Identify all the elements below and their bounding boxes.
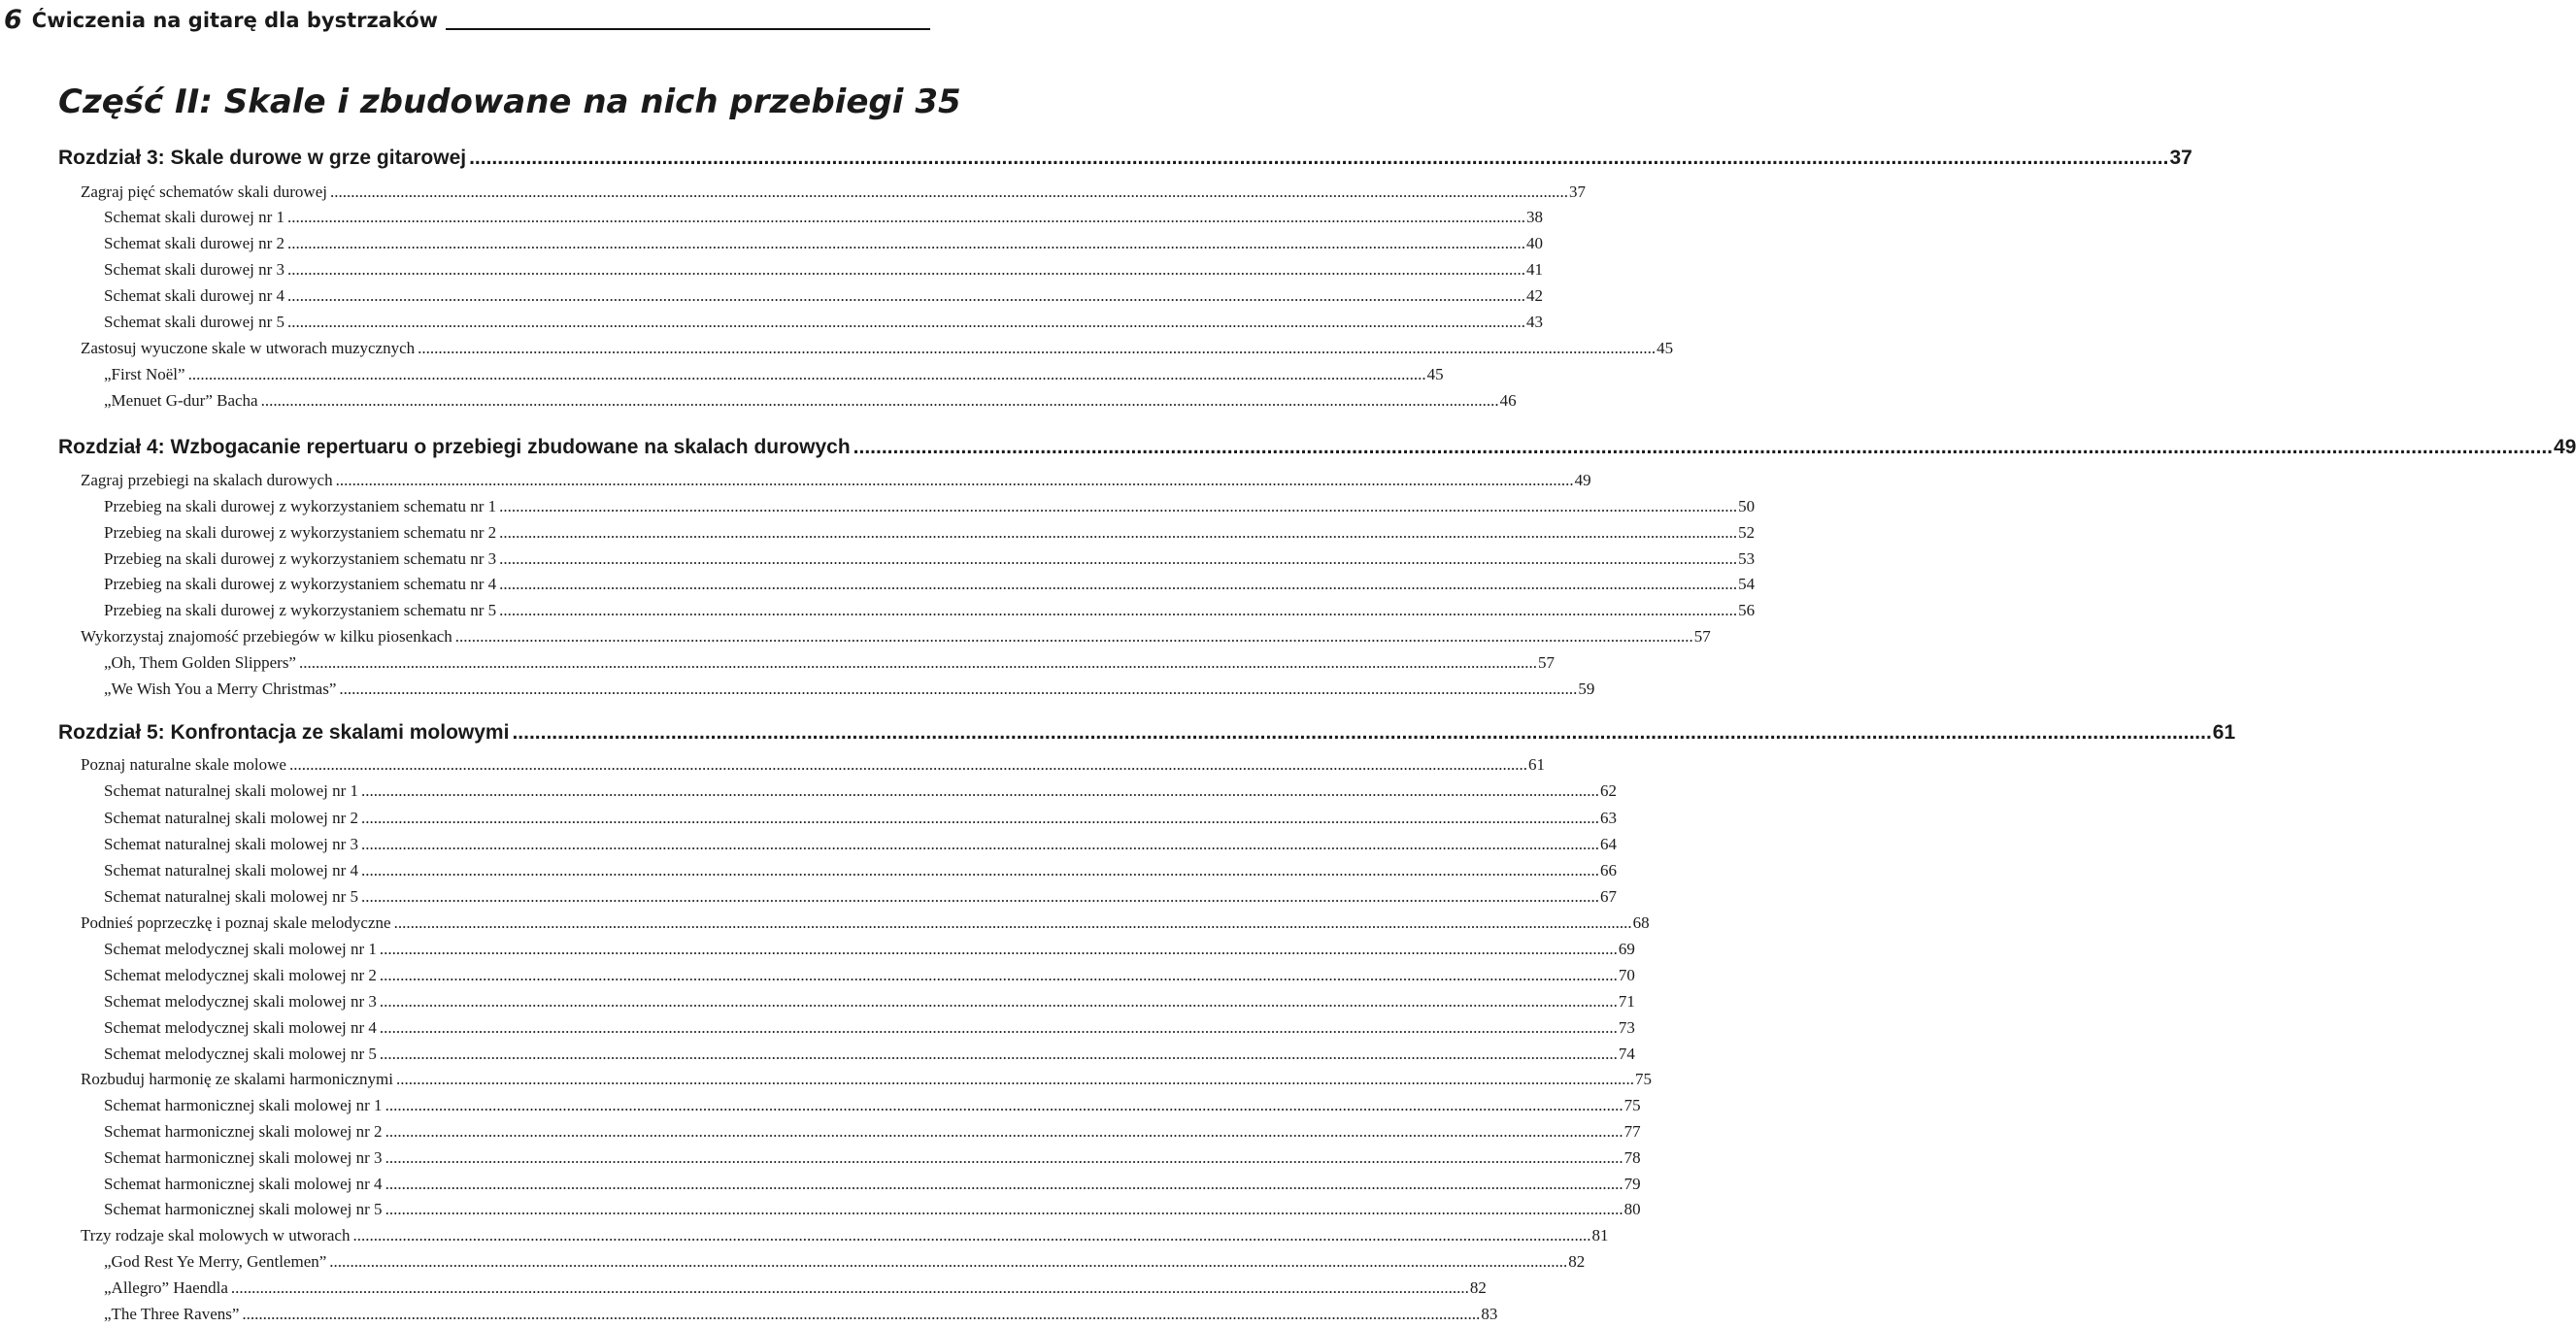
dot-leader: ............................................................................................................................................................................................................................................................................................................ [287, 260, 1526, 279]
dot-leader: ............................................................................................................................................................................................................................................................................................................ [379, 1018, 1618, 1037]
entry-page: 81 [1591, 1226, 1609, 1244]
entry-title: Wykorzystaj znajomość przebiegów w kilku piosenkach [81, 627, 452, 646]
dot-leader: ............................................................................................................................................................................................................................................................................................................ [287, 286, 1526, 305]
dot-leader: ............................................................................................................................................................................................................................................................................................................ [499, 523, 1738, 542]
entry-title: Schemat melodycznej skali molowej nr 5 [104, 1045, 377, 1063]
entry-page: 73 [1618, 1018, 1635, 1037]
entry-page: 46 [1499, 391, 1517, 410]
entry-title: Schemat naturalnej skali molowej nr 2 [104, 809, 359, 827]
toc-entry-section [81, 468, 1591, 493]
entry-page: 64 [1600, 835, 1618, 853]
entry-page: 42 [1526, 286, 1544, 305]
entry-title: Trzy rodzaje skal molowych w utworach [81, 1226, 351, 1244]
toc-entry-section [81, 1067, 1652, 1092]
toc-entry-sub [104, 547, 1756, 572]
toc-entry-sub [104, 1119, 1641, 1145]
entry-title: „Allegro” Haendla [104, 1278, 228, 1297]
entry-page: 74 [1618, 1045, 1635, 1063]
entry-title: Rozdział 5: Konfrontacja ze skalami molowymi [58, 721, 510, 744]
entry-title: Schemat naturalnej skali molowej nr 3 [104, 835, 359, 853]
toc-entry-sub [104, 283, 1544, 309]
toc-entry-section [81, 180, 1586, 205]
entry-title: Schemat harmonicznej skali molowej nr 4 [104, 1175, 383, 1193]
entry-page: 79 [1623, 1175, 1641, 1193]
entry-page: 77 [1623, 1122, 1641, 1141]
toc-entry-sub [104, 257, 1544, 282]
dot-leader: ............................................................................................................................................................................................................................................................................................................ [469, 147, 2169, 169]
entry-page: 67 [1600, 887, 1618, 906]
toc-entry-sub [104, 963, 1635, 988]
toc-entry-sub [104, 832, 1618, 857]
header-rule [446, 28, 930, 30]
dot-leader: ............................................................................................................................................................................................................................................................................................................ [393, 913, 1632, 932]
dot-leader: ............................................................................................................................................................................................................................................................................................................ [499, 549, 1738, 568]
entry-title: Przebieg na skali durowej z wykorzystaniem schematu nr 2 [104, 523, 497, 542]
toc-entry-sub [104, 494, 1756, 519]
dot-leader: ............................................................................................................................................................................................................................................................................................................ [385, 1175, 1623, 1193]
entry-page: 37 [1568, 182, 1586, 201]
entry-title: Schemat harmonicznej skali molowej nr 2 [104, 1122, 383, 1141]
dot-leader: ............................................................................................................................................................................................................................................................................................................ [499, 497, 1738, 515]
entry-page: 49 [2554, 436, 2576, 458]
dot-leader: ............................................................................................................................................................................................................................................................................................................ [395, 1070, 1634, 1088]
toc-entry-sub [104, 884, 1618, 910]
entry-title: Przebieg na skali durowej z wykorzystaniem schematu nr 1 [104, 497, 497, 515]
entry-page: 53 [1738, 549, 1756, 568]
entry-page: 43 [1526, 313, 1544, 331]
entry-title: Schemat harmonicznej skali molowej nr 3 [104, 1148, 383, 1167]
dot-leader: ............................................................................................................................................................................................................................................................................................................ [287, 208, 1526, 226]
dot-leader: ............................................................................................................................................................................................................................................................................................................ [454, 627, 1693, 646]
entry-title: „First Noël” [104, 365, 185, 383]
page-number: 6 [4, 5, 22, 35]
toc-entry-sub [104, 520, 1756, 546]
entry-page: 52 [1738, 523, 1756, 542]
toc-entry-sub [104, 858, 1618, 883]
entry-page: 38 [1526, 208, 1544, 226]
entry-page: 40 [1526, 234, 1544, 252]
entry-title: „God Rest Ye Merry, Gentlemen” [104, 1252, 327, 1271]
entry-title: „We Wish You a Merry Christmas” [104, 680, 337, 698]
toc-entry-sub [104, 1197, 1641, 1222]
toc-entry-sub [104, 1145, 1641, 1171]
entry-page: 68 [1632, 913, 1650, 932]
entry-title: Schemat harmonicznej skali molowej nr 5 [104, 1200, 383, 1218]
entry-page: 54 [1738, 575, 1756, 593]
toc-entry-sub [104, 1093, 1641, 1118]
toc-entry-sub [104, 231, 1544, 256]
entry-page: 82 [1469, 1278, 1487, 1297]
toc-entry-sub [104, 1276, 1487, 1301]
dot-leader: ............................................................................................................................................................................................................................................................................................................ [242, 1305, 1481, 1323]
entry-title: Schemat naturalnej skali molowej nr 5 [104, 887, 359, 906]
dot-leader: ............................................................................................................................................................................................................................................................................................................ [385, 1200, 1623, 1218]
toc-entry-sub [104, 677, 1595, 702]
entry-page: 56 [1738, 601, 1756, 619]
entry-title: Podnieś poprzeczkę i poznaj skale melodyczne [81, 913, 391, 932]
entry-title: Przebieg na skali durowej z wykorzystaniem schematu nr 3 [104, 549, 497, 568]
entry-title: Rozbuduj harmonię ze skalami harmonicznymi [81, 1070, 393, 1088]
entry-title: Schemat skali durowej nr 4 [104, 286, 285, 305]
entry-title: Schemat melodycznej skali molowej nr 2 [104, 966, 377, 984]
toc-entry-section [81, 1223, 1609, 1248]
dot-leader: ............................................................................................................................................................................................................................................................................................................ [361, 861, 1600, 879]
entry-title: Przebieg na skali durowej z wykorzystaniem schematu nr 5 [104, 601, 497, 619]
entry-page: 45 [1656, 339, 1674, 357]
dot-leader: ............................................................................................................................................................................................................................................................................................................ [385, 1096, 1623, 1114]
entry-title: Schemat skali durowej nr 2 [104, 234, 285, 252]
entry-page: 57 [1693, 627, 1711, 646]
entry-page: 49 [1574, 471, 1591, 489]
dot-leader: ............................................................................................................................................................................................................................................................................................................ [361, 887, 1600, 906]
dot-leader: ............................................................................................................................................................................................................................................................................................................ [379, 966, 1618, 984]
toc-entry-sub [104, 388, 1517, 414]
dot-leader: ............................................................................................................................................................................................................................................................................................................ [499, 601, 1738, 619]
dot-leader: ............................................................................................................................................................................................................................................................................................................ [379, 940, 1618, 958]
dot-leader: ............................................................................................................................................................................................................................................................................................................ [329, 182, 1568, 201]
dot-leader: ............................................................................................................................................................................................................................................................................................................ [339, 680, 1578, 698]
toc-entry-sub [104, 650, 1555, 676]
dot-leader: ............................................................................................................................................................................................................................................................................................................ [385, 1148, 1623, 1167]
toc-entry-sub [104, 1172, 1641, 1197]
entry-page: 70 [1618, 966, 1635, 984]
toc-entry-sub [104, 1015, 1635, 1041]
dot-leader: ............................................................................................................................................................................................................................................................................................................ [361, 835, 1600, 853]
toc-entry-chapter [58, 433, 2576, 462]
toc-entry-sub [104, 779, 1618, 804]
dot-leader: ............................................................................................................................................................................................................................................................................................................ [230, 1278, 1469, 1297]
entry-page: 61 [2212, 721, 2236, 744]
entry-title: Schemat melodycznej skali molowej nr 3 [104, 992, 377, 1011]
running-header [4, 2, 930, 35]
entry-page: 80 [1623, 1200, 1641, 1218]
toc-entry-section [81, 911, 1650, 936]
entry-page: 83 [1481, 1305, 1498, 1323]
entry-title: Przebieg na skali durowej z wykorzystaniem schematu nr 4 [104, 575, 497, 593]
entry-page: 71 [1618, 992, 1635, 1011]
entry-page: 41 [1526, 260, 1544, 279]
toc-entry-sub [104, 806, 1618, 831]
dot-leader: ............................................................................................................................................................................................................................................................................................................ [352, 1226, 1591, 1244]
entry-page: 37 [2169, 147, 2192, 169]
dot-leader: ............................................................................................................................................................................................................................................................................................................ [287, 313, 1526, 331]
entry-title: Zagraj pięć schematów skali durowej [81, 182, 327, 201]
entry-title: Zagraj przebiegi na skalach durowych [81, 471, 333, 489]
entry-title: Schemat melodycznej skali molowej nr 4 [104, 1018, 377, 1037]
dot-leader: ............................................................................................................................................................................................................................................................................................................ [329, 1252, 1568, 1271]
toc-entry-chapter [58, 144, 2192, 173]
dot-leader: ............................................................................................................................................................................................................................................................................................................ [260, 391, 1499, 410]
toc-entry-sub [104, 1042, 1635, 1067]
entry-title: Schemat skali durowej nr 5 [104, 313, 285, 331]
part-title: Część II: Skale i zbudowane na nich przebiegi [58, 83, 904, 121]
dot-leader: ............................................................................................................................................................................................................................................................................................................ [512, 721, 2212, 744]
dot-leader: ............................................................................................................................................................................................................................................................................................................ [335, 471, 1574, 489]
dot-leader: ............................................................................................................................................................................................................................................................................................................ [361, 809, 1600, 827]
dot-leader: ............................................................................................................................................................................................................................................................................................................ [418, 339, 1656, 357]
toc-entry-chapter [58, 718, 2236, 747]
dot-leader: ............................................................................................................................................................................................................................................................................................................ [379, 992, 1618, 1011]
toc-entry-section [81, 624, 1711, 649]
entry-page: 62 [1600, 781, 1618, 800]
toc-entry-sub [104, 598, 1756, 623]
entry-title: Schemat naturalnej skali molowej nr 4 [104, 861, 359, 879]
entry-page: 50 [1738, 497, 1756, 515]
entry-title: Schemat skali durowej nr 1 [104, 208, 285, 226]
entry-title: Poznaj naturalne skale molowe [81, 755, 286, 774]
toc-entry-sub [104, 989, 1635, 1014]
toc-entry-section [81, 336, 1674, 361]
entry-page: 82 [1568, 1252, 1586, 1271]
toc-entry-section [81, 752, 1545, 778]
entry-title: Zastosuj wyuczone skale w utworach muzycznych [81, 339, 416, 357]
dot-leader: ............................................................................................................................................................................................................................................................................................................ [385, 1122, 1623, 1141]
toc-entry-sub [104, 572, 1756, 597]
entry-title: Rozdział 4: Wzbogacanie repertuaru o przebiegi zbudowane na skalach durowych [58, 436, 851, 458]
toc-entry-sub [104, 310, 1544, 335]
part-heading [58, 78, 961, 126]
part-page: 35 [915, 83, 961, 121]
toc-entry-sub [104, 937, 1635, 962]
entry-page: 59 [1578, 680, 1595, 698]
entry-page: 78 [1623, 1148, 1641, 1167]
entry-title: „The Three Ravens” [104, 1305, 240, 1323]
dot-leader: ............................................................................................................................................................................................................................................................................................................ [187, 365, 1426, 383]
toc-entry-sub [104, 362, 1444, 387]
entry-page: 75 [1623, 1096, 1641, 1114]
entry-page: 61 [1527, 755, 1545, 774]
dot-leader: ............................................................................................................................................................................................................................................................................................................ [361, 781, 1600, 800]
entry-title: Schemat skali durowej nr 3 [104, 260, 285, 279]
entry-title: Schemat harmonicznej skali molowej nr 1 [104, 1096, 383, 1114]
dot-leader: ............................................................................................................................................................................................................................................................................................................ [287, 234, 1526, 252]
entry-title: Rozdział 3: Skale durowe w grze gitarowej [58, 147, 467, 169]
toc-entry-sub [104, 1249, 1586, 1275]
entry-page: 57 [1537, 653, 1555, 672]
entry-title: Schemat naturalnej skali molowej nr 1 [104, 781, 359, 800]
entry-page: 69 [1618, 940, 1635, 958]
dot-leader: ............................................................................................................................................................................................................................................................................................................ [288, 755, 1527, 774]
dot-leader: ............................................................................................................................................................................................................................................................................................................ [379, 1045, 1618, 1063]
entry-page: 45 [1426, 365, 1444, 383]
entry-title: Schemat melodycznej skali molowej nr 1 [104, 940, 377, 958]
dot-leader: ............................................................................................................................................................................................................................................................................................................ [298, 653, 1537, 672]
running-title: Ćwiczenia na gitarę dla bystrzaków [31, 9, 439, 32]
entry-page: 66 [1600, 861, 1618, 879]
entry-title: „Oh, Them Golden Slippers” [104, 653, 296, 672]
dot-leader: ............................................................................................................................................................................................................................................................................................................ [499, 575, 1738, 593]
entry-page: 75 [1634, 1070, 1652, 1088]
entry-title: „Menuet G-dur” Bacha [104, 391, 258, 410]
toc-entry-sub [104, 1302, 1498, 1327]
toc-entry-sub [104, 205, 1544, 230]
dot-leader: ............................................................................................................................................................................................................................................................................................................ [853, 436, 2553, 458]
entry-page: 63 [1600, 809, 1618, 827]
